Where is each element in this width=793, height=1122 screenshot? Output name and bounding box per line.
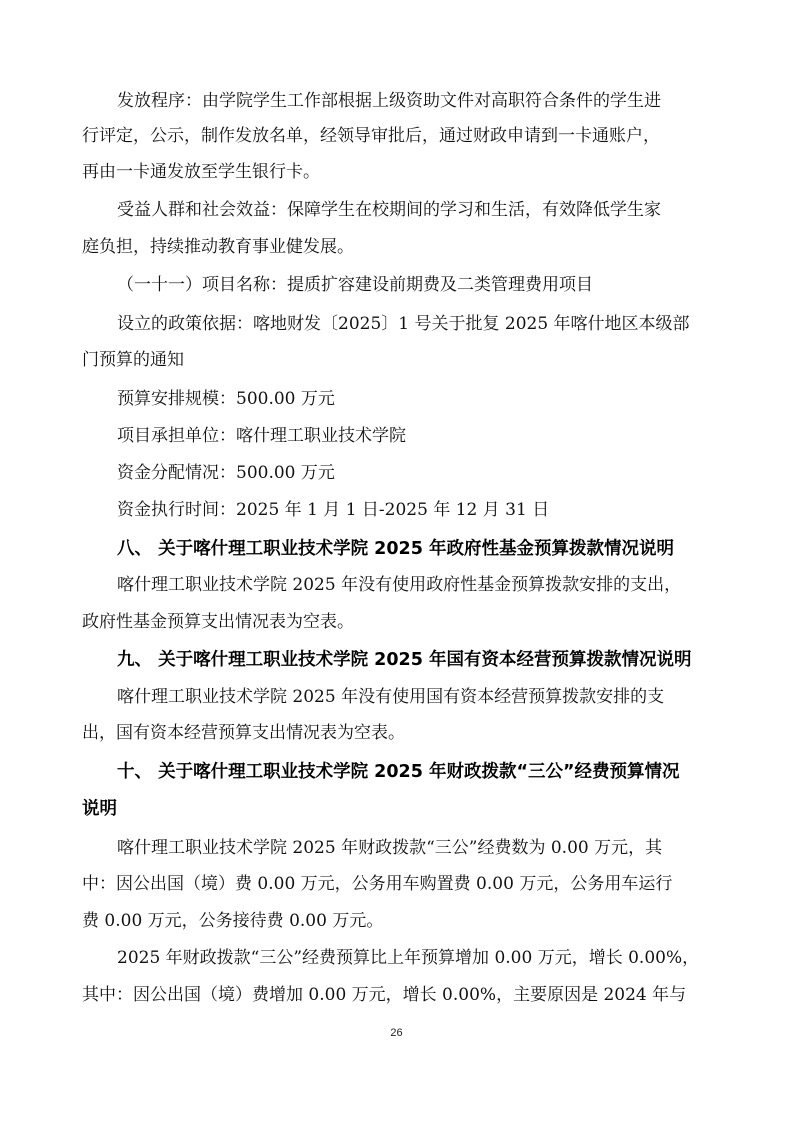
paragraph-line: 费 0.00 万元，公务接待费 0.00 万元。 bbox=[82, 911, 384, 931]
paragraph-line: 喀什理工职业技术学院 2025 年没有使用政府性基金预算拨款安排的支出， bbox=[117, 575, 682, 595]
section-heading-8: 八、 关于喀什理工职业技术学院 2025 年政府性基金预算拨款情况说明 bbox=[117, 539, 674, 559]
paragraph-line: 设立的政策依据：喀地财发〔2025〕1 号关于批复 2025 年喀什地区本级部 bbox=[117, 314, 690, 334]
section-heading-9: 九、 关于喀什理工职业技术学院 2025 年国有资本经营预算拨款情况说明 bbox=[117, 650, 692, 670]
section-heading-10: 十、 关于喀什理工职业技术学院 2025 年财政拨款“三公”经费预算情况 bbox=[117, 762, 680, 782]
paragraph-line: 出，国有资本经营预算支出情况表为空表。 bbox=[82, 723, 405, 743]
paragraph-line: 受益人群和社会效益：保障学生在校期间的学习和生活，有效降低学生家 bbox=[117, 200, 661, 220]
paragraph-line: 政府性基金预算支出情况表为空表。 bbox=[82, 612, 354, 632]
paragraph-line: 再由一卡通发放至学生银行卡。 bbox=[82, 162, 320, 182]
paragraph-line: 喀什理工职业技术学院 2025 年财政拨款“三公”经费数为 0.00 万元，其 bbox=[117, 838, 663, 858]
section-heading-10-cont: 说明 bbox=[82, 799, 117, 819]
paragraph-line: 庭负担，持续推动教育事业健发展。 bbox=[82, 237, 354, 257]
paragraph-line: 发放程序：由学院学生工作部根据上级资助文件对高职符合条件的学生进 bbox=[117, 91, 661, 111]
paragraph-line: 资金执行时间：2025 年 1 月 1 日-2025 年 12 月 31 日 bbox=[117, 500, 550, 520]
paragraph-line: 资金分配情况：500.00 万元 bbox=[117, 463, 335, 483]
paragraph-line: 行评定，公示，制作发放名单，经领导审批后，通过财政申请到一卡通账户， bbox=[82, 126, 660, 146]
paragraph-line: 项目承担单位：喀什理工职业技术学院 bbox=[117, 426, 406, 446]
paragraph-line: 其中：因公出国（境）费增加 0.00 万元，增长 0.00%，主要原因是 2024 年与 bbox=[82, 985, 687, 1005]
project-title-line: （一十一）项目名称：提质扩容建设前期费及二类管理费用项目 bbox=[117, 275, 593, 295]
paragraph-line: 门预算的通知 bbox=[82, 350, 184, 370]
paragraph-line: 中：因公出国（境）费 0.00 万元，公务用车购置费 0.00 万元，公务用车运行 bbox=[82, 874, 673, 894]
paragraph-line: 喀什理工职业技术学院 2025 年没有使用国有资本经营预算拨款安排的支 bbox=[117, 687, 665, 707]
paragraph-line: 预算安排规模：500.00 万元 bbox=[117, 389, 335, 409]
paragraph-line: 2025 年财政拨款“三公”经费预算比上年预算增加 0.00 万元，增长 0.00%， bbox=[117, 948, 700, 968]
page-number: 26 bbox=[390, 1027, 403, 1039]
